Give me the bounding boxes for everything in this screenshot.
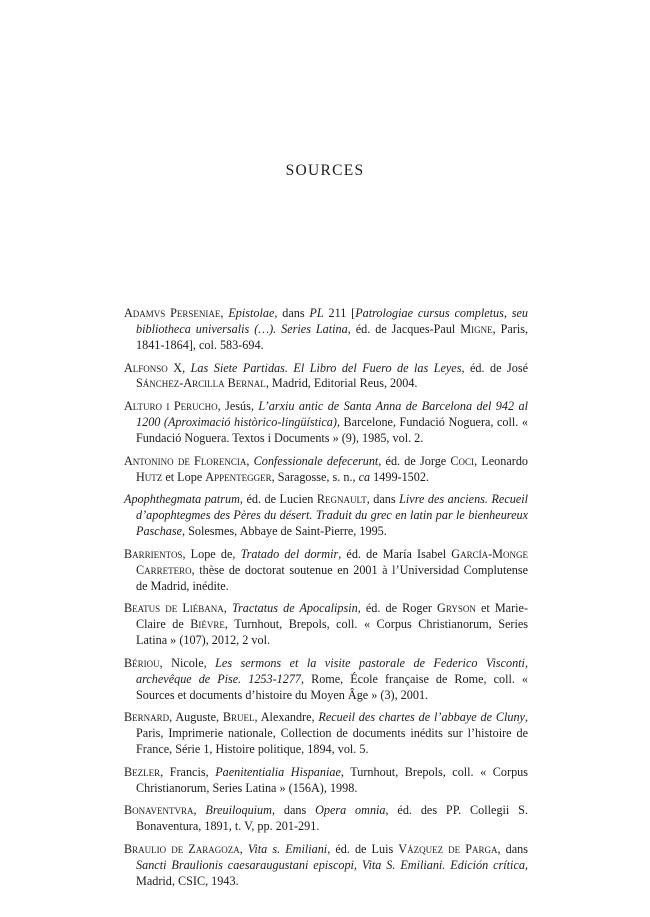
entry-text: , Leonardo bbox=[474, 453, 529, 468]
entry-text: , Barcelone, Fundació Noguera, coll. « Fundació Noguera. Textos i Documents » (9), 1985, vol. 2. bbox=[136, 415, 528, 445]
entry-text: , Madrid, Editorial Reus, 2004. bbox=[265, 376, 418, 391]
work-title: Vita s. Emiliani bbox=[247, 842, 328, 857]
work-title: Tractatus de Apocalipsin bbox=[231, 601, 358, 616]
bibliography-entry bbox=[124, 842, 528, 890]
entry-text: , Saragosse, s. n., bbox=[271, 469, 359, 484]
entry-text: , Turnhout, Brepols, coll. « Corpus Christianorum, Series Latina » (156A), 1998. bbox=[136, 764, 528, 795]
entry-text: et Marie-Claire de bbox=[136, 601, 529, 632]
author-name: Beatus de Liébana bbox=[124, 601, 224, 616]
entry-text: , bbox=[246, 453, 254, 468]
bibliography-entry bbox=[124, 601, 528, 649]
entry-text: , Turnhout, Brepols, coll. « Corpus Christianorum, Series Latina » (107), 2012, 2 vol. bbox=[136, 617, 528, 648]
work-title: Apophthegmata patrum bbox=[124, 492, 240, 507]
entry-text: , Madrid, CSIC, 1943. bbox=[136, 857, 528, 888]
work-title: Recueil des chartes de l’abbaye de Cluny bbox=[318, 710, 525, 725]
entry-text: , bbox=[182, 360, 191, 375]
author-name: Bernard bbox=[124, 710, 170, 725]
bibliography-entry bbox=[124, 656, 528, 704]
entry-text: 1499-1502. bbox=[370, 469, 430, 484]
bibliography-list bbox=[124, 306, 528, 897]
author-name: Coci bbox=[450, 453, 475, 468]
entry-text: , éd. de Lucien bbox=[239, 492, 317, 507]
work-title: Patrologiae cursus completus, seu bibliotheca universalis (…). Series Latina bbox=[136, 306, 529, 336]
author-name: García-Monge Carretero bbox=[136, 546, 528, 577]
entry-text: , dans bbox=[271, 803, 316, 818]
author-name: Antonino de Florencia bbox=[124, 453, 247, 468]
entry-text: , éd. de María Isabel bbox=[338, 546, 452, 561]
entry-text: , Francis, bbox=[160, 764, 216, 779]
entry-text: , bbox=[220, 306, 229, 320]
author-name: Adamvs Perseniae bbox=[124, 306, 221, 320]
entry-text: , bbox=[193, 803, 206, 818]
author-name: Migne bbox=[460, 321, 493, 336]
author-name: Hutz bbox=[136, 469, 163, 484]
work-title: Tratado del dormir bbox=[240, 546, 339, 561]
entry-text: , Alexandre, bbox=[254, 710, 319, 725]
entry-text: , thèse de doctorat soutenue en 2001 à l’Universidad Complutense de Madrid, inédite. bbox=[136, 562, 528, 593]
bibliography-entry bbox=[124, 710, 528, 758]
work-title: Confessionale defecerunt bbox=[253, 453, 379, 468]
author-name: Vázquez de Parga bbox=[398, 842, 498, 857]
bibliography-entry bbox=[124, 765, 528, 797]
entry-text: , éd. de Jacques-Paul bbox=[347, 321, 461, 336]
entry-text: , bbox=[239, 842, 248, 857]
entry-text: , Nicole, bbox=[159, 655, 216, 670]
entry-text: , Solesmes, Abbaye de Saint-Pierre, 1995. bbox=[182, 524, 387, 539]
bibliography-entry bbox=[124, 306, 528, 354]
entry-text: , Auguste, bbox=[169, 710, 223, 725]
entry-text: , Jesús, bbox=[217, 399, 259, 414]
entry-text: , Lope de, bbox=[182, 546, 241, 561]
author-name: Bezler bbox=[124, 764, 161, 779]
work-title: ca bbox=[358, 469, 371, 484]
bibliography-entry bbox=[124, 361, 528, 393]
work-title: Les sermons et la visite pastorale de Federico Visconti, archevêque de Pise. 1253-1277 bbox=[136, 655, 528, 686]
entry-text: , Paris, 1841-1864], col. 583-694. bbox=[136, 321, 529, 352]
bibliography-entry bbox=[124, 547, 528, 595]
entry-text: , Paris, Imprimerie nationale, Collection de documents inédits sur l’histoire de France, Série 1, Histoire politique, 1894, vol. 5. bbox=[136, 710, 528, 757]
entry-text: , éd. de Jorge bbox=[378, 453, 451, 468]
entry-text: , bbox=[223, 601, 232, 616]
work-title: Epistolae bbox=[228, 306, 275, 320]
author-name: Appentegger bbox=[205, 469, 272, 484]
author-name: Braulio de Zaragoza bbox=[124, 842, 240, 857]
author-name: Bériou bbox=[124, 655, 160, 670]
work-title: Livre des anciens. Recueil d’apophtegmes des Pères du désert. Traduit du grec en latin par le bienheureux Paschase bbox=[136, 492, 529, 539]
bibliography-entry bbox=[124, 399, 528, 447]
author-name: Gryson bbox=[437, 601, 476, 616]
author-name: Barrientos bbox=[124, 546, 183, 561]
entry-text: , dans bbox=[274, 306, 310, 320]
author-name: Bruel bbox=[222, 710, 255, 725]
entry-text: , dans bbox=[497, 842, 528, 857]
entry-text: , éd. des PP. Collegii S. Bonaventura, 1891, t. V, pp. 201-291. bbox=[136, 803, 528, 834]
work-title: PL bbox=[309, 306, 324, 320]
author-name: Bonaventvra bbox=[124, 803, 194, 818]
page-title: SOURCES bbox=[285, 162, 365, 179]
work-title: Las Siete Partidas. El Libro del Fuero de las Leyes bbox=[190, 360, 462, 375]
author-name: Alfonso X bbox=[124, 360, 183, 375]
entry-text: 211 [ bbox=[323, 306, 356, 320]
entry-text: , dans bbox=[366, 492, 400, 507]
entry-text: et Lope bbox=[162, 469, 206, 484]
work-title: Sancti Braulionis caesaraugustani episcopi, Vita S. Emiliani. Edición crítica bbox=[136, 857, 525, 872]
author-name: Regnault bbox=[316, 492, 367, 507]
work-title: Paenitentialia Hispaniae bbox=[215, 764, 341, 779]
author-name: Alturo i Perucho bbox=[124, 399, 218, 414]
bibliography-entry bbox=[124, 803, 528, 835]
bibliography-entry bbox=[124, 454, 528, 486]
work-title: Opera omnia bbox=[315, 803, 386, 818]
work-title: Breuiloquium bbox=[205, 803, 272, 818]
entry-text: , éd. de José bbox=[461, 360, 528, 375]
author-name: Bièvre bbox=[190, 617, 225, 632]
entry-text: , éd. de Roger bbox=[357, 601, 438, 616]
entry-text: , éd. de Luis bbox=[327, 842, 399, 857]
author-name: Sánchez-Arcilla Bernal bbox=[136, 376, 266, 391]
work-title: L’arxiu antic de Santa Anna de Barcelona del 942 al 1200 (Aproximació històrico-lingüística) bbox=[136, 399, 529, 430]
entry-text: , Rome, École française de Rome, coll. « Sources et documents d’histoire du Moyen Âge » (3), 2001. bbox=[136, 671, 528, 702]
bibliography-entry bbox=[124, 492, 528, 540]
